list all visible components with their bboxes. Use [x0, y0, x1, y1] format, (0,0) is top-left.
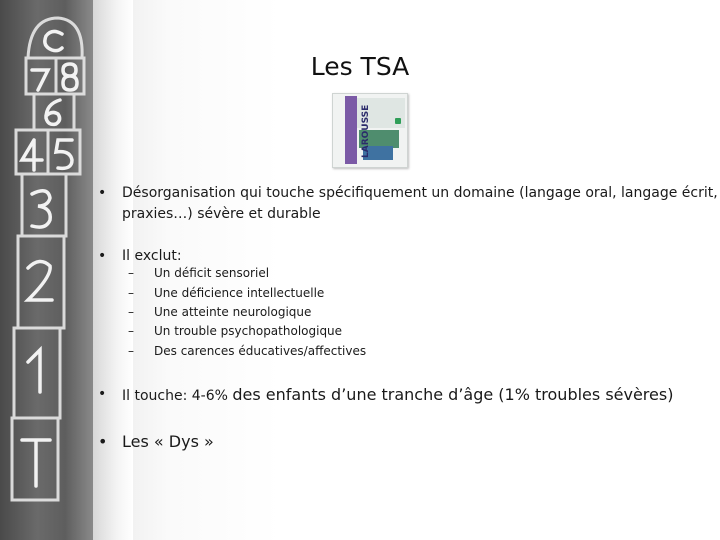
bullet-marker: • [98, 386, 107, 402]
hopscotch-chalk-drawing [0, 0, 93, 540]
sub-item-text: Une déficience intellectuelle [154, 286, 325, 300]
bullet-text-part-a: Il touche: 4-6% [122, 388, 233, 404]
hopscotch-image [0, 0, 93, 540]
bullet-text-line2: praxies…) sévère et durable [122, 206, 321, 222]
bullet-marker: • [98, 248, 107, 264]
bullet-text: Il exclut: [122, 248, 182, 264]
sub-marker: – [128, 344, 134, 358]
strip-fade [93, 0, 133, 540]
sub-marker: – [128, 324, 134, 338]
bullet-text [122, 385, 673, 406]
sub-item-text: Des carences éducatives/affectives [154, 344, 367, 358]
sub-item-text: Un trouble psychopathologique [154, 324, 343, 338]
sub-item-text: Un déficit sensoriel [154, 266, 270, 280]
sub-marker: – [128, 286, 134, 300]
book-cover-image [332, 93, 408, 168]
sub-item-text: Une atteinte neurologique [154, 305, 312, 319]
sub-marker: – [128, 266, 134, 280]
bullet-text-part-b: des enfants d’une tranche d’âge (1% troubles sévères) [232, 385, 674, 404]
bullet-text: Les « Dys » [122, 432, 214, 451]
bullet-marker: • [98, 185, 107, 201]
bullet-text-line1: Désorganisation qui touche spécifiquement un domaine (langage oral, langage écrit, [122, 185, 718, 201]
sub-marker: – [128, 305, 134, 319]
slide-title: Les TSA [310, 52, 410, 81]
cover-brand-text: LAROUSSE [361, 104, 371, 158]
cover-spine [345, 96, 357, 164]
cover-logo-dot [395, 118, 401, 124]
bullet-marker: • [98, 432, 108, 451]
